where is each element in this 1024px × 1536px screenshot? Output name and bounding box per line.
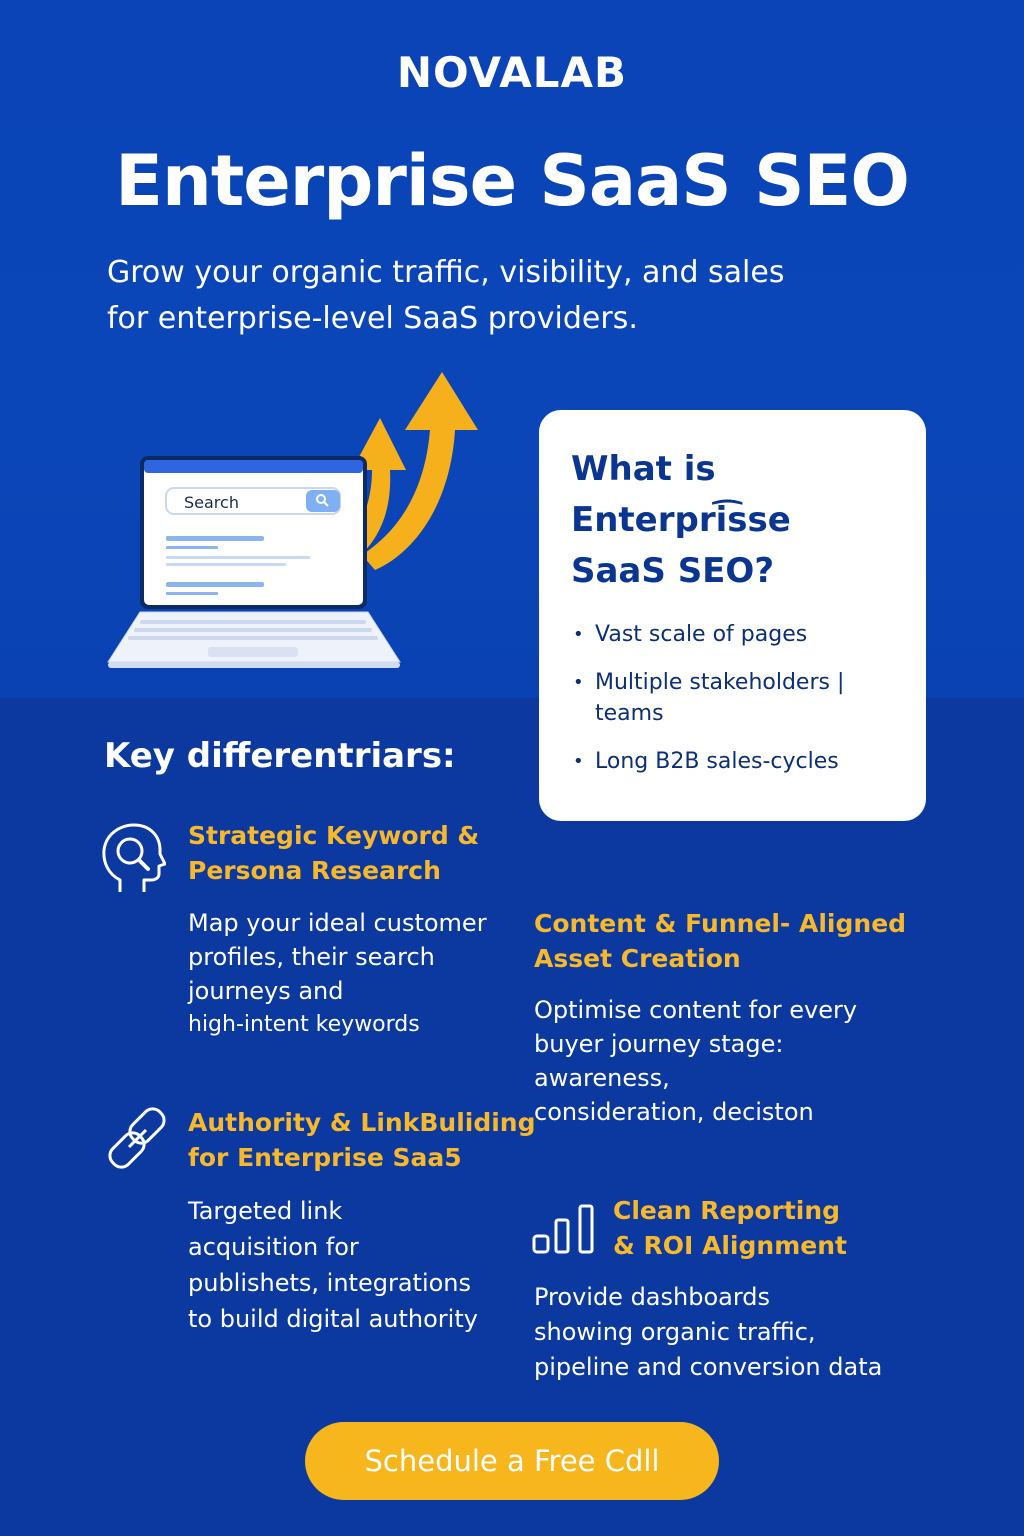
- card-title-line: SaaS SEO?: [571, 551, 775, 591]
- feature-desc-line: acquisition for: [188, 1233, 359, 1261]
- feature-title-line: Authority & LinkBuliding: [188, 1108, 536, 1137]
- feature-title-line: for Enterprise Saa5: [188, 1143, 462, 1172]
- feature-title-line: Strategic Keyword &: [188, 821, 480, 850]
- key-differentiators-heading: Key differentriars:: [104, 736, 456, 776]
- chain-link-icon: [102, 1103, 174, 1173]
- feature-title-reporting: [613, 1193, 847, 1263]
- feature-title-line: Persona Research: [188, 856, 441, 885]
- list-item: • Multiple stakeholders | teams: [571, 667, 896, 729]
- feature-desc-line: awareness,: [534, 1064, 670, 1092]
- list-item: • Vast scale of pages: [571, 619, 896, 650]
- feature-title-line: Content & Funnel- Aligned: [534, 909, 907, 938]
- feature-desc-line: publishets, integrations: [188, 1269, 472, 1297]
- card-title-line: Enterpri͡sse: [571, 500, 791, 540]
- feature-desc-line: pipeline and conversion data: [534, 1353, 883, 1381]
- card-title: [571, 444, 896, 597]
- brand-logo: NOVALAB: [396, 48, 628, 97]
- feature-title-content-funnel: [534, 906, 906, 976]
- schedule-call-button[interactable]: Schedule a Free Cdll: [305, 1422, 719, 1500]
- feature-desc-line: profiles, their search: [188, 943, 435, 971]
- subtitle-line: Grow your organic traffic, visibility, and sales: [107, 255, 785, 290]
- search-placeholder: Search: [184, 493, 239, 512]
- info-card: [539, 410, 926, 821]
- feature-title-link-building: [188, 1105, 536, 1175]
- feature-desc-link-building: [188, 1193, 478, 1337]
- feature-title-line: Clean Reporting: [613, 1196, 841, 1225]
- feature-desc-content-funnel: [534, 993, 857, 1129]
- feature-desc-line: Targeted link: [188, 1197, 343, 1225]
- list-item: • Long B2B sales-cycles: [571, 746, 896, 777]
- feature-desc-line: Optimise content for every: [534, 996, 858, 1024]
- feature-title-line: Asset Creation: [534, 944, 741, 973]
- feature-desc-line: Provide dashboards: [534, 1283, 771, 1311]
- feature-desc-line: showing organic traffic,: [534, 1318, 816, 1346]
- page-title: Enterprise SaaS SEO: [115, 140, 909, 222]
- hero-subtitle: [107, 250, 907, 342]
- card-title-line: What is: [571, 449, 716, 489]
- feature-desc-line: consideration, deciston: [534, 1098, 814, 1126]
- feature-desc-line: buyer journey stage:: [534, 1030, 784, 1058]
- feature-desc-line: Map your ideal customer: [188, 909, 487, 937]
- feature-title-keyword-research: [188, 818, 479, 888]
- feature-desc-keyword-research: [188, 906, 487, 1042]
- laptop-growth-illustration: [100, 360, 500, 680]
- subtitle-line: for enterprise-level SaaS providers.: [107, 301, 638, 336]
- feature-desc-line: high-intent keywords: [188, 1012, 420, 1037]
- feature-title-line: & ROI Alignment: [613, 1231, 847, 1260]
- head-search-icon: [100, 822, 166, 896]
- bar-chart-icon: [532, 1202, 596, 1254]
- feature-desc-line: to build digital authority: [188, 1305, 478, 1333]
- card-list: [571, 619, 896, 777]
- feature-desc-line: journeys and: [188, 977, 344, 1005]
- feature-desc-reporting: [534, 1280, 882, 1385]
